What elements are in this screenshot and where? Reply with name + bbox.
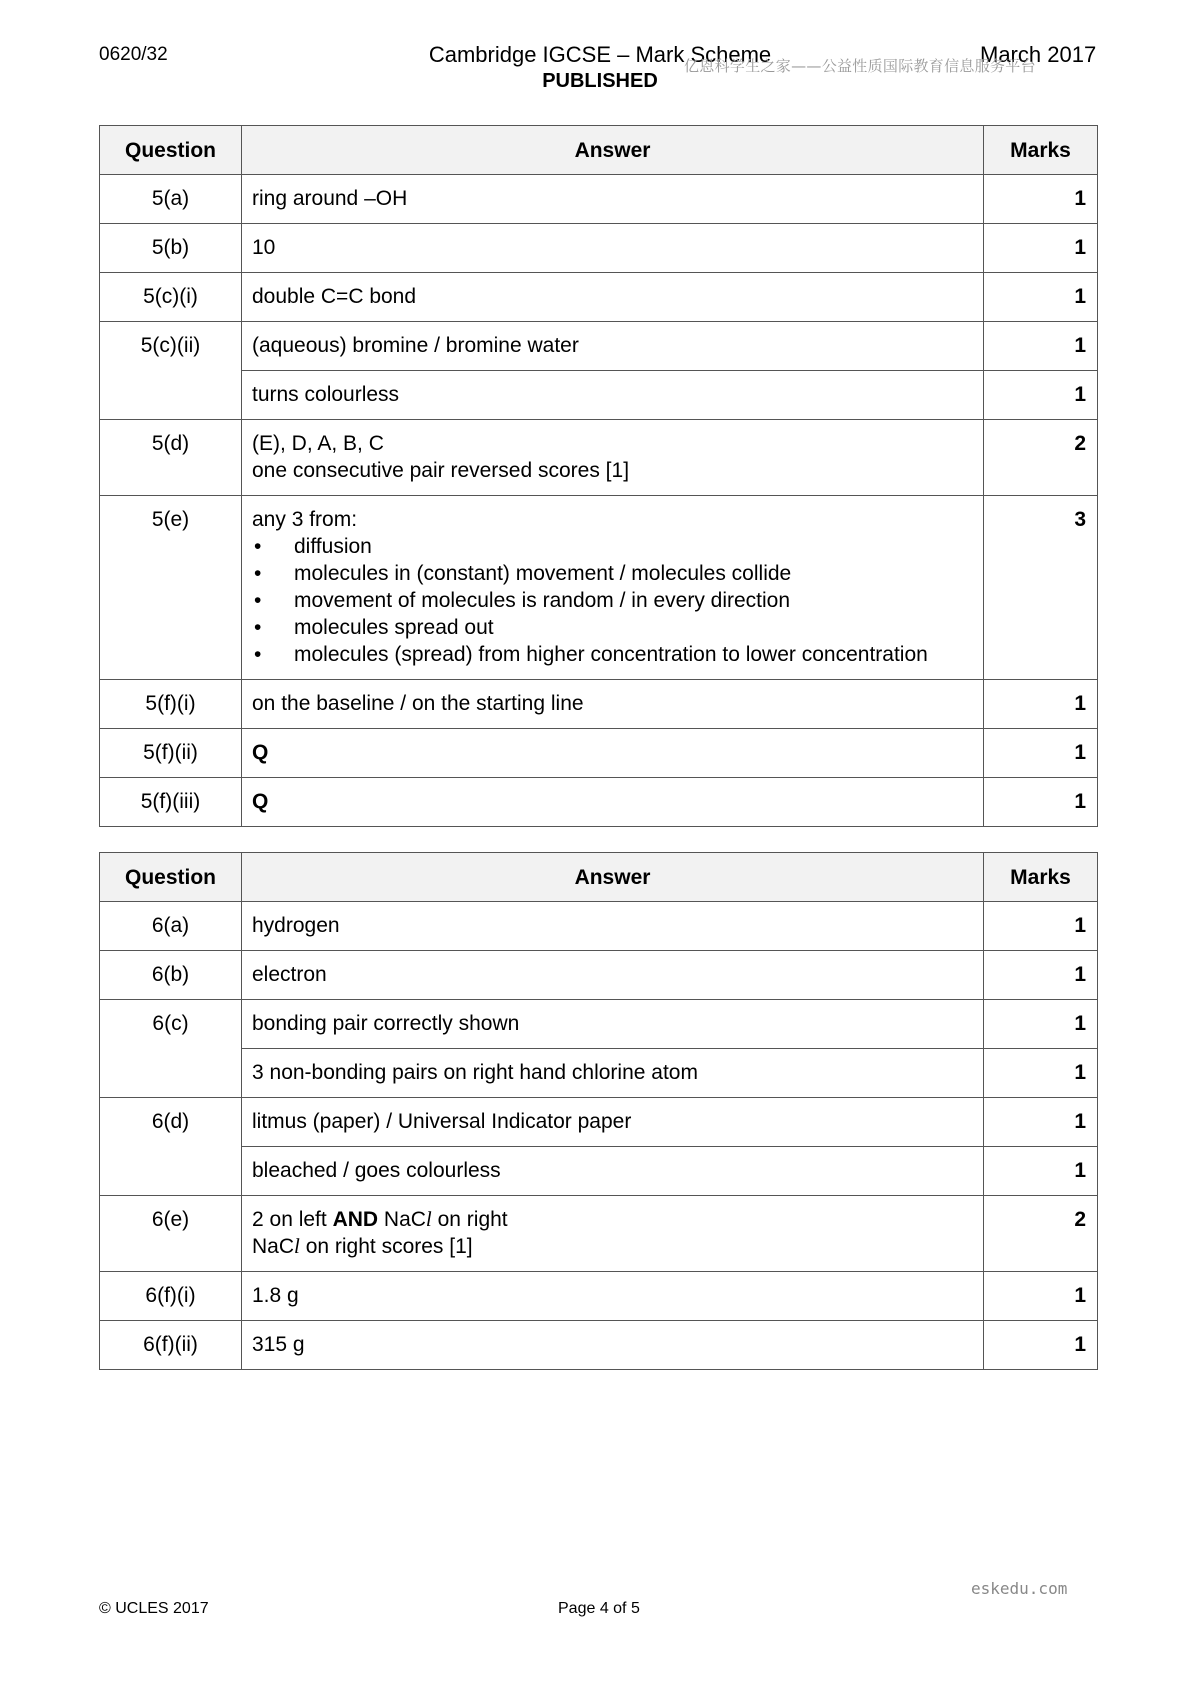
marks-cell: 1: [984, 1000, 1098, 1049]
text-run: on right scores [1]: [299, 1235, 473, 1258]
marks-cell: 1: [984, 1321, 1098, 1370]
table-row: [100, 680, 1098, 729]
marks-cell: 1: [984, 1147, 1098, 1196]
answer-cell: [242, 778, 984, 827]
italic-run: l: [294, 1234, 300, 1258]
question-cell: 5(c)(i): [100, 273, 242, 322]
marks-cell: 1: [984, 1049, 1098, 1098]
table-row: [100, 951, 1098, 1000]
answer-line: one consecutive pair reversed scores [1]: [252, 459, 630, 482]
table-row: [100, 1321, 1098, 1370]
column-header-answer: Answer: [242, 126, 984, 175]
answer-cell: [242, 420, 984, 496]
column-header-question: Question: [100, 126, 242, 175]
marks-cell: 1: [984, 951, 1098, 1000]
answer-cell: 3 non-bonding pairs on right hand chlorine atom: [242, 1049, 984, 1098]
answer-cell: 10: [242, 224, 984, 273]
table-row: [100, 729, 1098, 778]
marks-cell: 2: [984, 1196, 1098, 1272]
table-row: [100, 1098, 1098, 1147]
table-row: [100, 1049, 1098, 1098]
question-cell: 5(f)(ii): [100, 729, 242, 778]
table-row: [100, 496, 1098, 680]
table-row: [100, 902, 1098, 951]
answer-bold: Q: [252, 790, 269, 813]
table-row: [100, 273, 1098, 322]
answer-cell: bleached / goes colourless: [242, 1147, 984, 1196]
column-header-marks: Marks: [984, 853, 1098, 902]
marks-cell: 1: [984, 273, 1098, 322]
question-cell: 5(f)(iii): [100, 778, 242, 827]
title-text: Cambridge IGCSE – Mark Scheme: [428, 42, 772, 67]
question-cell: 5(f)(i): [100, 680, 242, 729]
answer-cell: (aqueous) bromine / bromine water: [242, 322, 984, 371]
answer-line: (E), D, A, B, C: [252, 432, 384, 455]
marks-cell: 1: [984, 175, 1098, 224]
text-run: NaC: [378, 1208, 426, 1231]
answer-cell: turns colourless: [242, 371, 984, 420]
answer-cell: [242, 1196, 984, 1272]
italic-run: l: [425, 1207, 432, 1231]
text-run: 2 on left: [252, 1208, 333, 1231]
table-row: [100, 1147, 1098, 1196]
question-cell: 5(a): [100, 175, 242, 224]
bullet-item: • molecules (spread) from higher concentration to lower concentration: [252, 641, 973, 668]
table-row: [100, 778, 1098, 827]
answer-cell: 1.8 g: [242, 1272, 984, 1321]
page-number: Page 4 of 5: [558, 1600, 640, 1617]
answer-cell: [242, 496, 984, 680]
answer-cell: ring around –OH: [242, 175, 984, 224]
question-cell: 6(b): [100, 951, 242, 1000]
marks-cell: 1: [984, 1098, 1098, 1147]
answer-line: [252, 1206, 973, 1233]
answer-intro: any 3 from:: [252, 508, 358, 531]
question-cell: 5(e): [100, 496, 242, 680]
marks-cell: 1: [984, 371, 1098, 420]
marks-cell: 1: [984, 322, 1098, 371]
marks-cell: 1: [984, 680, 1098, 729]
table-row: [100, 224, 1098, 273]
bullet-item: • molecules spread out: [252, 614, 973, 641]
answer-cell: 315 g: [242, 1321, 984, 1370]
question-cell: 6(a): [100, 902, 242, 951]
exam-date: March 2017: [980, 42, 1097, 67]
bullet-list: [252, 533, 973, 668]
table-row: [100, 371, 1098, 420]
answer-cell: bonding pair correctly shown: [242, 1000, 984, 1049]
bullet-item: • molecules in (constant) movement / molecules collide: [252, 560, 973, 587]
column-header-question: Question: [100, 853, 242, 902]
table-row: [100, 322, 1098, 371]
question-cell: 6(d): [100, 1098, 242, 1196]
table-row: [100, 1272, 1098, 1321]
table-row: [100, 420, 1098, 496]
answer-cell: on the baseline / on the starting line: [242, 680, 984, 729]
table-row: [100, 175, 1098, 224]
site-watermark: eskedu.com: [971, 1579, 1068, 1598]
column-header-answer: Answer: [242, 853, 984, 902]
table-row: [100, 1196, 1098, 1272]
column-header-marks: Marks: [984, 126, 1098, 175]
table-header-row: [100, 853, 1098, 902]
marks-cell: 2: [984, 420, 1098, 496]
marks-cell: 3: [984, 496, 1098, 680]
question-cell: 6(f)(ii): [100, 1321, 242, 1370]
bold-run: AND: [332, 1208, 379, 1231]
text-run: on right: [431, 1208, 508, 1231]
bullet-item: • movement of molecules is random / in every direction: [252, 587, 973, 614]
table-row: [100, 1000, 1098, 1049]
text-run: NaC: [252, 1235, 295, 1258]
answer-line: [252, 1233, 973, 1260]
published-label: PUBLISHED: [542, 70, 658, 92]
answer-cell: hydrogen: [242, 902, 984, 951]
answer-cell: litmus (paper) / Universal Indicator paper: [242, 1098, 984, 1147]
answer-cell: electron: [242, 951, 984, 1000]
marks-cell: 1: [984, 902, 1098, 951]
question-cell: 5(c)(ii): [100, 322, 242, 420]
paper-code: 0620/32: [99, 44, 168, 65]
copyright-notice: © UCLES 2017: [99, 1600, 209, 1617]
answer-cell: [242, 729, 984, 778]
question-cell: 6(f)(i): [100, 1272, 242, 1321]
question-cell: 6(e): [100, 1196, 242, 1272]
question-cell: 6(c): [100, 1000, 242, 1098]
answer-bold: Q: [252, 741, 269, 764]
marks-cell: 1: [984, 729, 1098, 778]
question-cell: 5(b): [100, 224, 242, 273]
answer-cell: double C=C bond: [242, 273, 984, 322]
mark-scheme-table-q5: [99, 125, 1098, 827]
marks-cell: 1: [984, 778, 1098, 827]
table-header-row: [100, 126, 1098, 175]
question-cell: 5(d): [100, 420, 242, 496]
mark-scheme-table-q6: [99, 852, 1098, 1370]
bullet-item: • diffusion: [252, 533, 973, 560]
watermark-text: 亿恩科学生之家——公益性质国际教育信息服务平台: [684, 57, 1036, 75]
marks-cell: 1: [984, 224, 1098, 273]
marks-cell: 1: [984, 1272, 1098, 1321]
